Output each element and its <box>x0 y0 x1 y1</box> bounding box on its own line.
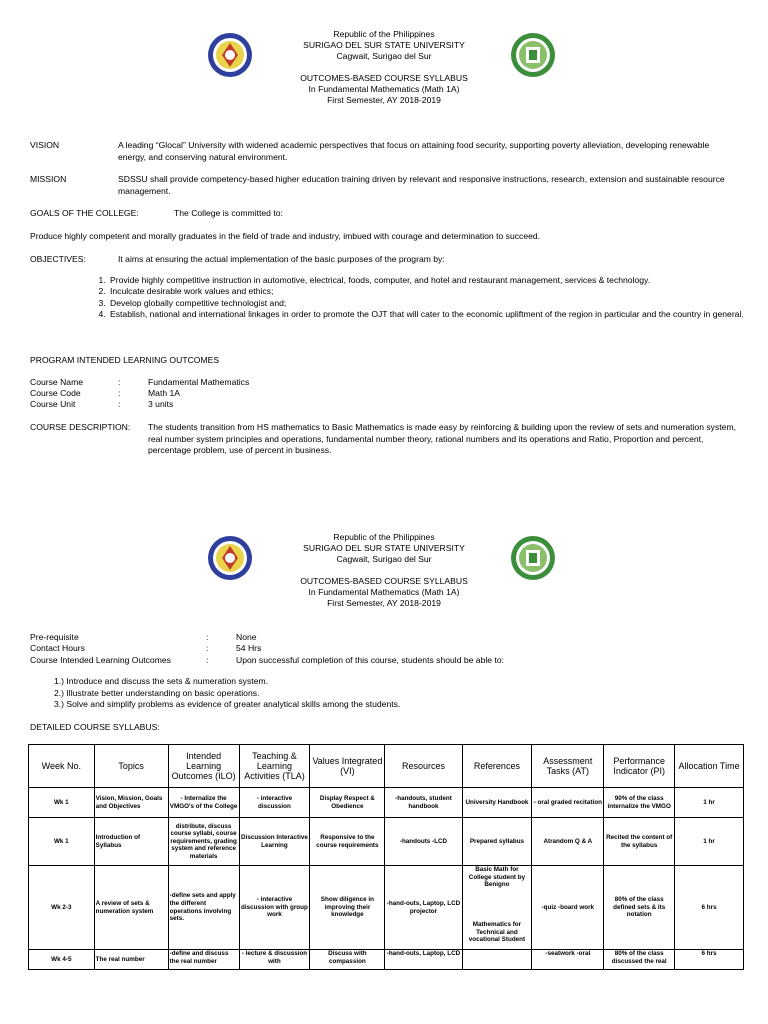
cilo-value: Upon successful completion of this course, students should be able to: <box>236 655 504 665</box>
column-header: Intended Learning Outcomes (ILO) <box>168 745 239 788</box>
topic-cell: Vision, Mission, Goals and Objectives <box>94 788 168 818</box>
tla-cell: - lecture & discussion with <box>239 950 310 970</box>
syllabus-table <box>28 744 744 970</box>
contact-hours-label: Contact Hours <box>30 643 85 653</box>
prerequisite-label: Pre-requisite <box>30 632 79 642</box>
header-semester: First Semester, AY 2018-2019 <box>327 598 441 608</box>
colon: : <box>118 399 121 409</box>
performance-cell: Recited the content of the syllabus <box>604 818 675 866</box>
references-cell <box>462 950 532 970</box>
column-header: Performance Indicator (PI) <box>604 745 675 788</box>
table-row <box>29 866 744 950</box>
vision-label: VISION <box>30 140 60 150</box>
colon: : <box>206 632 209 642</box>
performance-cell: 80% of the class discussed the real <box>604 950 675 970</box>
ilo-cell: -define and discuss the real number <box>168 950 239 970</box>
objective-item: 2. Inculcate desirable work values and ethics; <box>108 286 760 297</box>
header-university: SURIGAO DEL SUR STATE UNIVERSITY <box>303 40 465 50</box>
header-republic: Republic of the Philippines <box>333 29 435 39</box>
values-cell: Display Respect & Obedience <box>310 788 385 818</box>
reference-item: Mathematics for Technical and vocational Student <box>468 921 526 944</box>
vision-text: A leading “Glocal” University with widened academic perspectives that focus on attaining food security, supporting poverty alleviation, developing renewable energy, and conserving natural environment. <box>118 140 710 162</box>
table-header-row <box>29 745 744 788</box>
contact-hours-value: 54 Hrs <box>236 643 262 653</box>
topic-cell: The real number <box>94 950 168 970</box>
prerequisite-value: None <box>236 632 257 642</box>
pilo-heading: PROGRAM INTENDED LEARNING OUTCOMES <box>30 355 220 365</box>
colon: : <box>118 388 121 398</box>
column-header: Week No. <box>29 745 95 788</box>
references-cell: University Handbook <box>462 788 532 818</box>
values-cell: Show diligence in improving their knowledge <box>310 866 385 950</box>
course-code-label: Course Code <box>30 388 81 398</box>
week-cell: Wk 1 <box>29 818 95 866</box>
ilo-cell: - Internalize the VMGO's of the College <box>168 788 239 818</box>
tla-cell: - interactive discussion with group work <box>239 866 310 950</box>
outcomes-list <box>54 676 400 711</box>
course-name-value: Fundamental Mathematics <box>148 377 250 387</box>
resources-cell: -hand-outs, Laptop, LCD projector <box>385 866 462 950</box>
ilo-cell: -define sets and apply the different operations involving sets. <box>168 866 239 950</box>
header-syllabus-title: OUTCOMES-BASED COURSE SYLLABUS <box>300 576 468 586</box>
objectives-list <box>90 275 760 321</box>
week-cell: Wk 4-5 <box>29 950 95 970</box>
column-header: References <box>462 745 532 788</box>
values-cell: Responsive to the course requirements <box>310 818 385 866</box>
time-cell: 1 hr <box>675 788 744 818</box>
resources-cell: -handouts, student handbook <box>385 788 462 818</box>
header-university: SURIGAO DEL SUR STATE UNIVERSITY <box>303 543 465 553</box>
goals-label: GOALS OF THE COLLEGE: <box>30 208 139 218</box>
course-unit-value: 3 units <box>148 399 174 409</box>
week-cell: Wk 2-3 <box>29 866 95 950</box>
resources-cell: -handouts -LCD <box>385 818 462 866</box>
references-stack <box>464 866 531 944</box>
objectives-label: OBJECTIVES: <box>30 254 86 264</box>
header-course: In Fundamental Mathematics (Math 1A) <box>308 587 460 597</box>
header-campus: Cagwait, Surigao del Sur <box>336 554 432 564</box>
time-cell: 6 hrs <box>675 866 744 950</box>
header-republic: Republic of the Philippines <box>333 532 435 542</box>
column-header: Teaching & Learning Activities (TLA) <box>239 745 310 788</box>
outcome-item: 2.) Illustrate better understanding on basic operations. <box>54 687 260 698</box>
header-syllabus-title: OUTCOMES-BASED COURSE SYLLABUS <box>300 73 468 83</box>
resources-cell: -hand-outs, Laptop, LCD <box>385 950 462 970</box>
goals-intro: The College is committed to: <box>174 208 283 218</box>
table-row <box>29 950 744 970</box>
mission-text: SDSSU shall provide competency-based higher education training driven by relevant and responsive instructions, research, extension and sustainable resource management. <box>118 174 725 196</box>
course-code-value: Math 1A <box>148 388 181 398</box>
column-header: Assessment Tasks (AT) <box>532 745 604 788</box>
column-header: Allocation Time <box>675 745 744 788</box>
references-cell: Prepared syllabus <box>462 818 532 866</box>
header-semester: First Semester, AY 2018-2019 <box>327 95 441 105</box>
course-unit-label: Course Unit <box>30 399 76 409</box>
topic-cell: Introduction of Syllabus <box>94 818 168 866</box>
course-description-text: The students transition from HS mathematics to Basic Mathematics is made easy by reinforcing & building upon the review of sets and numeration system, real number system principles and operations, fundamental number theory, rational numbers and its operations and Ratio, Proportion and percent, percentage problem, use of percent in business. <box>148 422 736 456</box>
performance-cell: 80% of the class defined sets & its notation <box>604 866 675 950</box>
colon: : <box>206 643 209 653</box>
detailed-syllabus-heading: DETAILED COURSE SYLLABUS: <box>30 722 160 732</box>
header-course: In Fundamental Mathematics (Math 1A) <box>308 84 460 94</box>
cilo-label: Course Intended Learning Outcomes <box>30 655 171 665</box>
document-header <box>0 532 768 609</box>
tla-cell: - interactive discussion <box>239 788 310 818</box>
course-description-label: COURSE DESCRIPTION: <box>30 422 131 432</box>
assessment-cell: - oral graded recitation <box>532 788 604 818</box>
outcome-item: 1.) Introduce and discuss the sets & numeration system. <box>54 676 268 686</box>
ilo-cell: distribute, discuss course syllabi, course requirements, grading system and reference materials <box>168 818 239 866</box>
mission-label: MISSION <box>30 174 67 184</box>
objective-item: 1. Provide highly competitive instruction in automotive, electrical, foods, computer, and hotel and restaurant management, services & technology. <box>108 275 760 286</box>
table-row <box>29 788 744 818</box>
outcome-item: 3.) Solve and simplify problems as evidence of greater analytical skills among the students. <box>54 699 401 710</box>
tla-cell: Discussion Interactive Learning <box>239 818 310 866</box>
performance-cell: 90% of the class internalize the VMGO <box>604 788 675 818</box>
week-cell: Wk 1 <box>29 788 95 818</box>
assessment-cell: Atrandom Q & A <box>532 818 604 866</box>
column-header: Topics <box>94 745 168 788</box>
assessment-cell: -quiz -board work <box>532 866 604 950</box>
document-header <box>0 29 768 106</box>
column-header: Resources <box>385 745 462 788</box>
course-name-label: Course Name <box>30 377 84 387</box>
goals-text: Produce highly competent and morally graduates in the field of trade and industry, imbued with courage and determination to succeed. <box>30 231 541 241</box>
reference-item: Basic Math for College student by Benigno <box>468 866 526 889</box>
table-row <box>29 818 744 866</box>
colon: : <box>206 655 209 665</box>
objectives-intro: It aims at ensuring the actual implementation of the basic purposes of the program by: <box>118 254 445 264</box>
time-cell: 1 hr <box>675 818 744 866</box>
time-cell: 6 hrs <box>675 950 744 970</box>
objective-item: 3. Develop globally competitive technologist and; <box>108 298 760 309</box>
topic-cell: A review of sets & numeration system <box>94 866 168 950</box>
values-cell: Discuss with compassion <box>310 950 385 970</box>
header-campus: Cagwait, Surigao del Sur <box>336 51 432 61</box>
assessment-cell: -seatwork -oral <box>532 950 604 970</box>
colon: : <box>118 377 121 387</box>
references-cell <box>462 866 532 950</box>
column-header: Values Integrated (VI) <box>310 745 385 788</box>
objective-item: 4. Establish, national and international linkages in order to promote the OJT that will cater to the economic upliftment of the region in particular and the country in general. <box>108 309 760 320</box>
